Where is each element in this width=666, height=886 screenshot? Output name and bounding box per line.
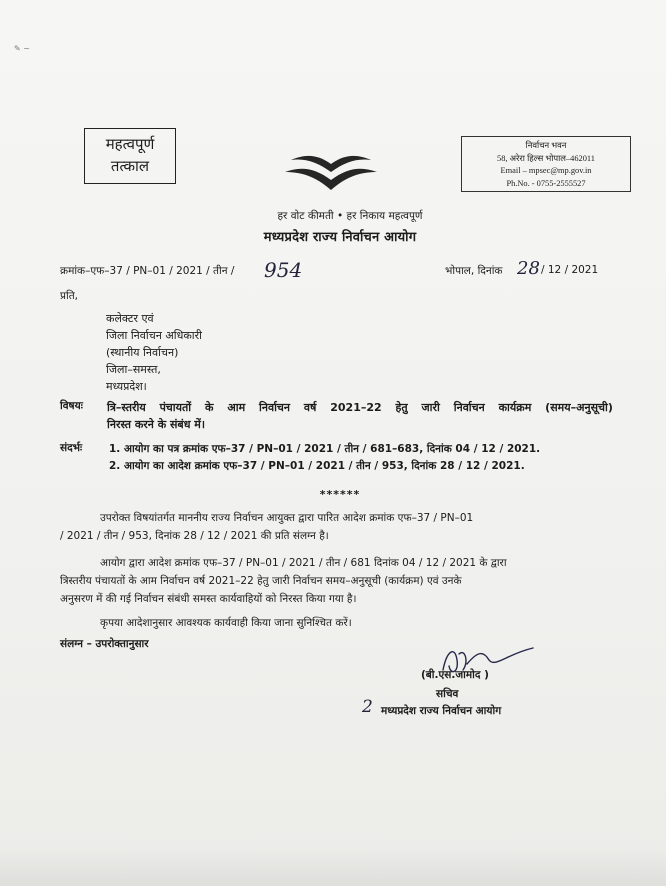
address-email: Email – mpsec@mp.gov.in xyxy=(500,166,592,175)
scan-mark: ✎ ~ xyxy=(14,44,30,53)
subject-word: कार्यक्रम xyxy=(498,401,532,414)
separator: ****** xyxy=(319,488,361,501)
stamp-urgent: तत्काल xyxy=(110,157,150,175)
stamp-important: महत्वपूर्ण xyxy=(105,135,155,153)
scan-shadow xyxy=(0,846,666,886)
paragraph-line: उपरोक्त विषयांतर्गत माननीय राज्य निर्वाचन आयुक्त द्वारा पारित आदेश क्रमांक एफ–37 / PN–01 xyxy=(100,512,474,524)
paragraph-line: / 2021 / तीन / 953, दिनांक 28 / 12 / 2021 की प्रति संलग्न है। xyxy=(60,530,329,542)
handwritten-copy-number: 2 xyxy=(362,697,373,717)
reference-number: क्रमांक–एफ–37 / PN–01 / 2021 / तीन / xyxy=(60,265,235,277)
subject-line-2: निरस्त करने के संबंध में। xyxy=(107,418,206,431)
body-paragraph-1 xyxy=(60,509,620,545)
references-list xyxy=(109,441,540,475)
signatory-office: मध्यप्रदेश राज्य निर्वाचन आयोग xyxy=(381,705,502,717)
address-street: 58, अरेरा हिल्स भोपाल–462011 xyxy=(497,153,595,163)
subject-word: निर्वाचन xyxy=(453,401,485,414)
signatory-name: (बी.एस.जामोद ) xyxy=(421,669,489,681)
subject-word: के xyxy=(205,401,214,414)
paragraph-line: कृपया आदेशानुसार आवश्यक कार्यवाही किया जाना सुनिश्चित करें। xyxy=(100,617,352,629)
to-label: प्रति, xyxy=(60,290,79,302)
subject-word: निर्वाचन xyxy=(259,401,291,414)
subject-text xyxy=(107,399,613,433)
commission-logo-icon xyxy=(283,150,379,194)
address-box xyxy=(461,136,631,192)
reference-item: 1. आयोग का पत्र क्रमांक एफ–37 / PN–01 / 2021 / तीन / 681–683, दिनांक 04 / 12 / 2021. xyxy=(109,443,541,455)
reference-item: 2. आयोग का आदेश क्रमांक एफ–37 / PN–01 / 2021 / तीन / 953, दिनांक 28 / 12 / 2021. xyxy=(109,460,525,472)
paragraph-line: त्रिस्तरीय पंचायतों के आम निर्वाचन वर्ष 2021–22 हेतु जारी निर्वाचन समय–अनुसूची (कार्यक्रम) एवं उनके xyxy=(60,575,462,587)
commission-name: मध्यप्रदेश राज्य निर्वाचन आयोग xyxy=(263,230,417,245)
recipient-line: जिला–समस्त, xyxy=(106,363,161,376)
subject-word: पंचायतों xyxy=(159,401,192,414)
address-phone: Ph.No. - 0755-2555527 xyxy=(506,178,586,188)
references-label: संदर्भः xyxy=(60,442,83,454)
subject-word: आम xyxy=(227,401,246,414)
subject-word: वर्ष xyxy=(303,401,317,414)
signatory-title: सचिव xyxy=(436,688,459,700)
body-paragraph-2 xyxy=(60,554,620,608)
recipient-line: मध्यप्रदेश। xyxy=(106,380,147,393)
slogan: हर वोट कीमती • हर निकाय महत्वपूर्ण xyxy=(277,210,423,222)
subject-word: 2021–22 xyxy=(330,401,382,414)
place-date-label: भोपाल, दिनांक xyxy=(445,265,503,277)
date-month-year: / 12 / 2021 xyxy=(541,264,599,276)
recipient-block xyxy=(106,310,202,395)
subject-word: जारी xyxy=(421,401,440,414)
body-paragraph-3 xyxy=(60,614,620,632)
recipient-line: कलेक्टर एवं xyxy=(106,312,154,325)
attachment-note: संलग्न – उपरोक्तानुसार xyxy=(60,638,149,650)
recipient-line: जिला निर्वाचन अधिकारी xyxy=(106,329,202,342)
subject-word: (समय–अनुसूची) xyxy=(545,401,613,414)
recipient-line: (स्थानीय निर्वाचन) xyxy=(106,346,179,359)
subject-word: त्रि–स्तरीय xyxy=(107,401,146,414)
paragraph-line: अनुसरण में की गई निर्वाचन संबंधी समस्त कार्यवाहियों को निरस्त किया गया है। xyxy=(60,593,357,605)
paragraph-line: आयोग द्वारा आदेश क्रमांक एफ–37 / PN–01 / 2021 / तीन / 681 दिनांक 04 / 12 / 2021 के द्वारा xyxy=(100,557,507,569)
address-office: निर्वाचन भवन xyxy=(525,141,567,150)
subject-word: हेतु xyxy=(395,401,408,414)
handwritten-date-day: 28 xyxy=(517,258,540,279)
subject-label: विषयः xyxy=(60,400,83,412)
priority-stamp xyxy=(84,128,176,184)
subject-line-1 xyxy=(107,399,613,416)
handwritten-dispatch-number: 954 xyxy=(264,258,303,282)
